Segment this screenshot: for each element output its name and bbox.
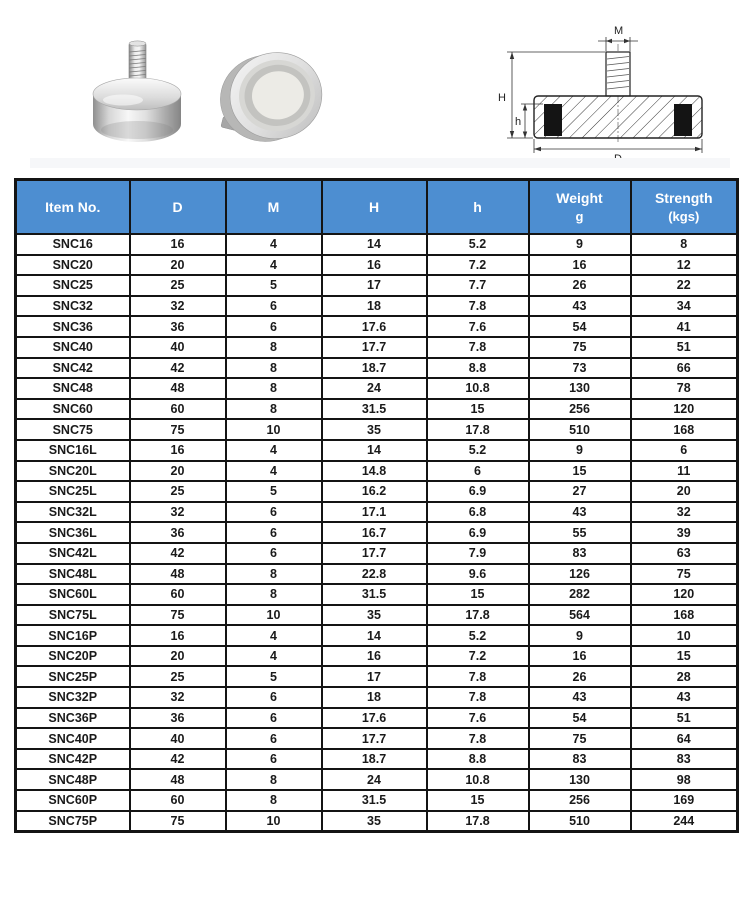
value-cell: 12 [631,255,738,276]
value-cell: 10.8 [427,769,529,790]
value-cell: 16 [322,646,427,667]
item-no-cell: SNC75 [16,419,130,440]
value-cell: 5.2 [427,625,529,646]
value-cell: 7.8 [427,296,529,317]
table-row [16,811,738,832]
value-cell: 6 [226,708,322,729]
value-cell: 20 [631,481,738,502]
value-cell: 16 [130,234,226,255]
table-row [16,564,738,585]
value-cell: 32 [631,502,738,523]
column-header-weight: Weight g [529,180,631,235]
value-cell: 40 [130,728,226,749]
value-cell: 7.9 [427,543,529,564]
value-cell: 7.8 [427,687,529,708]
value-cell: 64 [631,728,738,749]
value-cell: 6 [226,543,322,564]
item-no-cell: SNC60 [16,399,130,420]
value-cell: 256 [529,790,631,811]
table-row [16,440,738,461]
item-no-cell: SNC75L [16,605,130,626]
magnet-ring-right [674,104,692,136]
value-cell: 17.1 [322,502,427,523]
value-cell: 78 [631,378,738,399]
column-header-h: H [322,180,427,235]
item-no-cell: SNC75P [16,811,130,832]
value-cell: 73 [529,358,631,379]
table-row [16,337,738,358]
value-cell: 256 [529,399,631,420]
value-cell: 8.8 [427,358,529,379]
value-cell: 120 [631,584,738,605]
table-row [16,749,738,770]
table-row [16,316,738,337]
value-cell: 8 [226,790,322,811]
value-cell: 17 [322,666,427,687]
table-row [16,502,738,523]
value-cell: 9 [529,625,631,646]
value-cell: 17.7 [322,543,427,564]
spec-table-body [16,234,738,832]
item-no-cell: SNC60P [16,790,130,811]
value-cell: 7.8 [427,728,529,749]
item-no-cell: SNC42P [16,749,130,770]
value-cell: 35 [322,419,427,440]
product-figures [0,0,750,178]
value-cell: 83 [529,543,631,564]
value-cell: 168 [631,605,738,626]
value-cell: 6 [226,749,322,770]
column-header-item-no-: Item No. [16,180,130,235]
label-h: h [515,116,522,128]
value-cell: 75 [130,605,226,626]
item-no-cell: SNC32 [16,296,130,317]
column-header-strength: Strength (kgs) [631,180,738,235]
value-cell: 7.6 [427,708,529,729]
value-cell: 8 [226,584,322,605]
value-cell: 11 [631,461,738,482]
table-row [16,399,738,420]
value-cell: 8 [226,378,322,399]
value-cell: 31.5 [322,790,427,811]
value-cell: 10 [226,811,322,832]
value-cell: 43 [529,687,631,708]
value-cell: 34 [631,296,738,317]
value-cell: 9.6 [427,564,529,585]
column-header-d: D [130,180,226,235]
value-cell: 35 [322,605,427,626]
value-cell: 16 [529,255,631,276]
value-cell: 20 [130,461,226,482]
table-row [16,275,738,296]
value-cell: 42 [130,749,226,770]
value-cell: 8 [226,564,322,585]
value-cell: 7.8 [427,337,529,358]
value-cell: 6 [226,296,322,317]
value-cell: 75 [631,564,738,585]
value-cell: 18 [322,687,427,708]
value-cell: 17.7 [322,728,427,749]
value-cell: 25 [130,666,226,687]
value-cell: 7.2 [427,255,529,276]
value-cell: 54 [529,316,631,337]
value-cell: 14 [322,440,427,461]
value-cell: 20 [130,646,226,667]
value-cell: 26 [529,666,631,687]
value-cell: 126 [529,564,631,585]
table-row [16,378,738,399]
item-no-cell: SNC25P [16,666,130,687]
value-cell: 18.7 [322,749,427,770]
value-cell: 32 [130,687,226,708]
value-cell: 6 [226,728,322,749]
value-cell: 26 [529,275,631,296]
value-cell: 18 [322,296,427,317]
item-no-cell: SNC40 [16,337,130,358]
table-row [16,790,738,811]
table-row [16,419,738,440]
value-cell: 4 [226,234,322,255]
value-cell: 32 [130,502,226,523]
value-cell: 5.2 [427,234,529,255]
value-cell: 22 [631,275,738,296]
value-cell: 75 [529,728,631,749]
value-cell: 55 [529,522,631,543]
item-no-cell: SNC48L [16,564,130,585]
value-cell: 43 [631,687,738,708]
value-cell: 10 [226,605,322,626]
table-row [16,584,738,605]
value-cell: 43 [529,296,631,317]
value-cell: 16 [322,255,427,276]
value-cell: 6 [631,440,738,461]
column-header-h: h [427,180,529,235]
value-cell: 75 [130,811,226,832]
item-no-cell: SNC20L [16,461,130,482]
header-row [16,180,738,235]
value-cell: 42 [130,358,226,379]
value-cell: 28 [631,666,738,687]
item-no-cell: SNC25L [16,481,130,502]
item-no-cell: SNC42 [16,358,130,379]
value-cell: 20 [130,255,226,276]
value-cell: 15 [631,646,738,667]
table-row [16,255,738,276]
value-cell: 8 [226,358,322,379]
value-cell: 36 [130,522,226,543]
value-cell: 17.6 [322,316,427,337]
value-cell: 6 [226,522,322,543]
table-row [16,708,738,729]
value-cell: 120 [631,399,738,420]
scan-artifact-band [30,158,730,168]
value-cell: 43 [529,502,631,523]
item-no-cell: SNC20 [16,255,130,276]
value-cell: 4 [226,461,322,482]
magnet-ring-left [544,104,562,136]
value-cell: 18.7 [322,358,427,379]
item-no-cell: SNC16L [16,440,130,461]
value-cell: 5.2 [427,440,529,461]
item-no-cell: SNC16P [16,625,130,646]
value-cell: 8.8 [427,749,529,770]
value-cell: 25 [130,481,226,502]
value-cell: 31.5 [322,399,427,420]
value-cell: 42 [130,543,226,564]
item-no-cell: SNC16 [16,234,130,255]
value-cell: 5 [226,275,322,296]
value-cell: 17.7 [322,337,427,358]
value-cell: 6 [226,687,322,708]
value-cell: 6.8 [427,502,529,523]
value-cell: 41 [631,316,738,337]
item-no-cell: SNC20P [16,646,130,667]
value-cell: 75 [529,337,631,358]
value-cell: 16 [529,646,631,667]
item-no-cell: SNC48P [16,769,130,790]
magnet-face-photo [212,36,342,158]
value-cell: 10 [226,419,322,440]
value-cell: 48 [130,564,226,585]
value-cell: 564 [529,605,631,626]
value-cell: 169 [631,790,738,811]
value-cell: 10.8 [427,378,529,399]
table-row [16,296,738,317]
value-cell: 60 [130,399,226,420]
label-H: H [498,92,506,104]
value-cell: 510 [529,419,631,440]
value-cell: 15 [427,790,529,811]
value-cell: 168 [631,419,738,440]
item-no-cell: SNC32P [16,687,130,708]
value-cell: 282 [529,584,631,605]
value-cell: 83 [631,749,738,770]
table-row [16,481,738,502]
value-cell: 51 [631,337,738,358]
value-cell: 5 [226,666,322,687]
value-cell: 130 [529,769,631,790]
table-row [16,666,738,687]
value-cell: 15 [427,584,529,605]
table-row [16,605,738,626]
value-cell: 60 [130,790,226,811]
spec-table-head [16,180,738,235]
table-row [16,646,738,667]
value-cell: 6 [427,461,529,482]
item-no-cell: SNC48 [16,378,130,399]
value-cell: 32 [130,296,226,317]
value-cell: 7.2 [427,646,529,667]
value-cell: 244 [631,811,738,832]
magnet-side-photo [76,30,200,158]
value-cell: 24 [322,378,427,399]
value-cell: 8 [226,337,322,358]
value-cell: 8 [226,399,322,420]
value-cell: 54 [529,708,631,729]
value-cell: 7.8 [427,666,529,687]
value-cell: 4 [226,440,322,461]
value-cell: 8 [631,234,738,255]
value-cell: 31.5 [322,584,427,605]
value-cell: 16.2 [322,481,427,502]
value-cell: 51 [631,708,738,729]
spec-table [14,178,739,833]
value-cell: 75 [130,419,226,440]
table-row [16,461,738,482]
value-cell: 15 [427,399,529,420]
value-cell: 25 [130,275,226,296]
value-cell: 9 [529,440,631,461]
table-row [16,543,738,564]
value-cell: 14 [322,234,427,255]
value-cell: 36 [130,708,226,729]
value-cell: 5 [226,481,322,502]
value-cell: 22.8 [322,564,427,585]
value-cell: 4 [226,646,322,667]
item-no-cell: SNC40P [16,728,130,749]
value-cell: 6.9 [427,481,529,502]
value-cell: 16 [130,440,226,461]
item-no-cell: SNC36P [16,708,130,729]
value-cell: 9 [529,234,631,255]
value-cell: 8 [226,769,322,790]
table-row [16,769,738,790]
value-cell: 510 [529,811,631,832]
value-cell: 83 [529,749,631,770]
value-cell: 39 [631,522,738,543]
value-cell: 17 [322,275,427,296]
value-cell: 48 [130,378,226,399]
table-row [16,625,738,646]
diagram-pot-body [534,96,702,138]
table-row [16,234,738,255]
value-cell: 17.8 [427,419,529,440]
item-no-cell: SNC42L [16,543,130,564]
value-cell: 4 [226,255,322,276]
value-cell: 24 [322,769,427,790]
magnet-pot-body [93,78,181,142]
magnet-dimension-diagram [494,22,742,164]
value-cell: 36 [130,316,226,337]
value-cell: 14.8 [322,461,427,482]
table-row [16,687,738,708]
value-cell: 16.7 [322,522,427,543]
value-cell: 17.8 [427,605,529,626]
value-cell: 15 [529,461,631,482]
table-row [16,358,738,379]
value-cell: 63 [631,543,738,564]
label-M: M [614,25,624,37]
value-cell: 6.9 [427,522,529,543]
column-header-m: M [226,180,322,235]
value-cell: 7.6 [427,316,529,337]
value-cell: 16 [130,625,226,646]
value-cell: 6 [226,502,322,523]
value-cell: 17.8 [427,811,529,832]
value-cell: 40 [130,337,226,358]
diagram-stud [606,52,630,96]
table-row [16,728,738,749]
value-cell: 14 [322,625,427,646]
value-cell: 4 [226,625,322,646]
item-no-cell: SNC36L [16,522,130,543]
item-no-cell: SNC32L [16,502,130,523]
value-cell: 66 [631,358,738,379]
item-no-cell: SNC36 [16,316,130,337]
value-cell: 48 [130,769,226,790]
table-row [16,522,738,543]
value-cell: 98 [631,769,738,790]
value-cell: 27 [529,481,631,502]
value-cell: 10 [631,625,738,646]
value-cell: 7.7 [427,275,529,296]
value-cell: 6 [226,316,322,337]
value-cell: 35 [322,811,427,832]
value-cell: 60 [130,584,226,605]
item-no-cell: SNC60L [16,584,130,605]
item-no-cell: SNC25 [16,275,130,296]
value-cell: 17.6 [322,708,427,729]
value-cell: 130 [529,378,631,399]
